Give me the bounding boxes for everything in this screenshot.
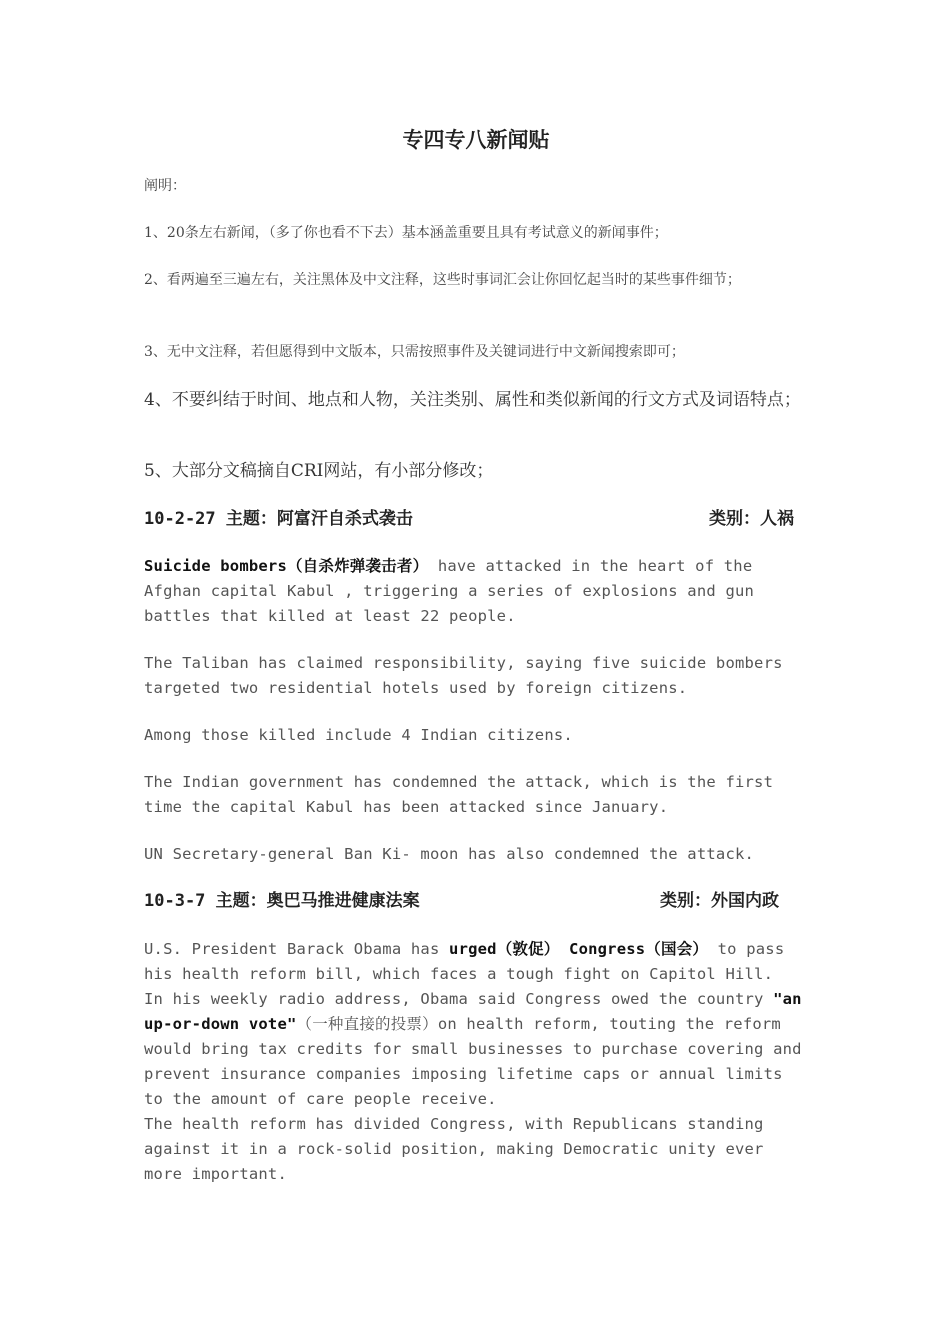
term-congress: Congress（国会） [569, 940, 709, 958]
news-topic-2: 10-3-7 主题：奥巴马推进健康法案 [144, 891, 420, 911]
term-urged: urged（敦促） [449, 940, 560, 958]
news-category-1: 类别：人祸 [709, 509, 794, 529]
news-topic-1: 10-2-27 主题：阿富汗自杀式袭击 [144, 509, 413, 529]
news-1-paragraph-3: Among those killed include 4 Indian citizens. [144, 726, 573, 744]
news-heading-1 [144, 506, 808, 532]
news-2-text-d: to pass his health reform bill, which faces a tough fight on Capitol Hill. [144, 940, 785, 983]
news-2-paragraph-1 [144, 937, 808, 1187]
term-up-or-down-vote: "an up-or-down vote" [144, 990, 802, 1033]
news-2-text-f: （一种直接的投票）on health reform, touting the reform would bring tax credits for small businesses to purchase covering and prevent insurance companies imposing lifetime caps or annual limits to the amount of care people receive. [144, 1015, 802, 1108]
preface-note-3: 3、无中文注释，若但愿得到中文版本，只需按照事件及关键词进行中文新闻搜索即可； [144, 344, 685, 360]
preface-note-4: 4、不要纠结于时间、地点和人物，关注类别、属性和类似新闻的行文方式及词语特点； [144, 390, 801, 410]
news-heading-2 [144, 888, 808, 914]
news-1-paragraph-4: The Indian government has condemned the attack, which is the first time the capital Kabul has been attacked since January. [144, 773, 774, 816]
news-2-text-a: U.S. President Barack Obama has [144, 940, 450, 958]
preface-note-2: 2、看两遍至三遍左右，关注黑体及中文注释，这些时事词汇会让你回忆起当时的某些事件细节； [144, 272, 741, 288]
preface-note-5: 5、大部分文稿摘自CRI网站，有小部分修改； [144, 461, 494, 481]
news-2-text-g: The health reform has divided Congress, with Republicans standing against it in a rock-solid position, making Democratic unity ever more important. [144, 1115, 764, 1183]
news-1-paragraph-2: The Taliban has claimed responsibility, saying five suicide bombers targeted two residential hotels used by foreign citizens. [144, 654, 783, 697]
news-2-text-e: In his weekly radio address, Obama said Congress owed the country [144, 990, 774, 1008]
preface-note-1: 1、20条左右新闻，（多了你也看不下去）基本涵盖重要且具有考试意义的新闻事件； [144, 225, 668, 241]
news-1-paragraph-1-text: have attacked in the heart of the Afghan capital Kabul , triggering a series of explosions and gun battles that killed at least 22 people. [144, 557, 755, 625]
news-1-paragraph-1 [144, 554, 808, 629]
news-1-paragraph-5: UN Secretary-general Ban Ki- moon has also condemned the attack. [144, 845, 755, 863]
document-title: 专四专八新闻贴 [402, 127, 550, 152]
term-suicide-bombers: Suicide bombers（自杀炸弹袭击者） [144, 557, 429, 575]
news-category-2: 类别：外国内政 [660, 891, 779, 911]
news-2-space [560, 940, 570, 958]
preface-label: 阐明： [144, 178, 186, 194]
